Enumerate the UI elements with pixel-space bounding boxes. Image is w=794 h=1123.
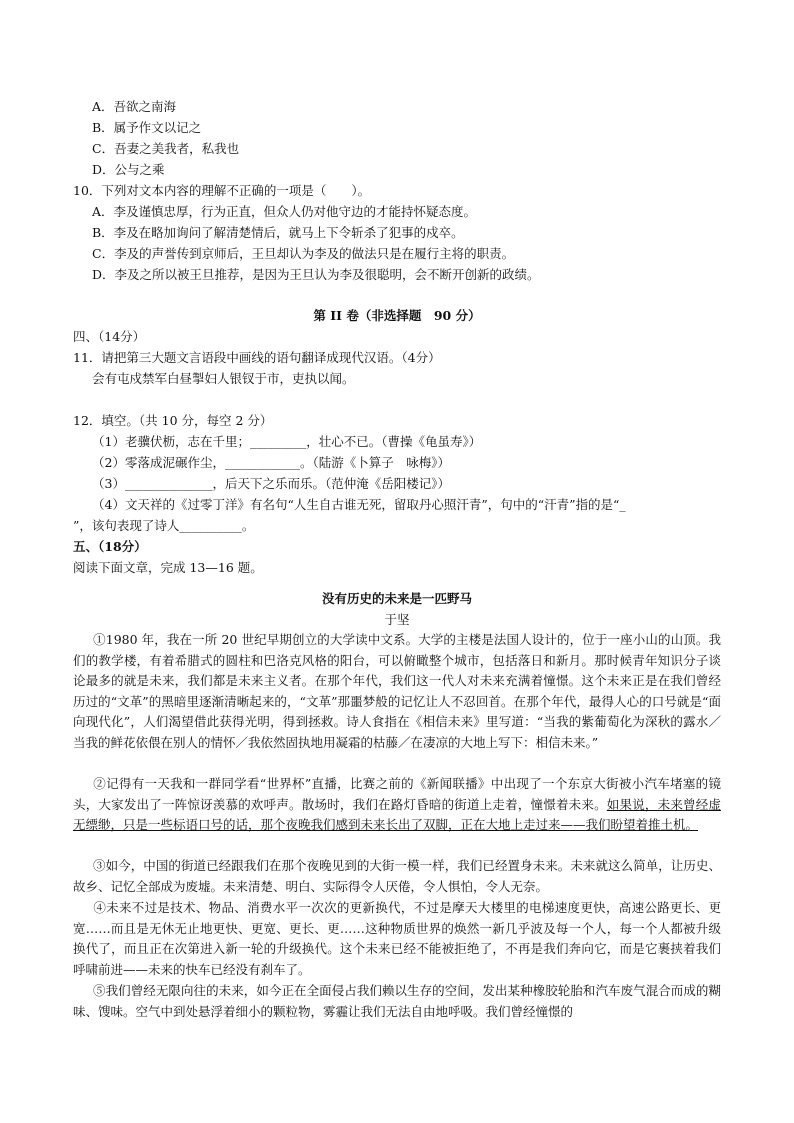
reading-instruction: 阅读下面文章，完成 13—16 题。 bbox=[73, 560, 263, 575]
article-paragraph-4 bbox=[73, 898, 721, 980]
q10-option-a: A．李及谨慎忠厚，行为正直，但众人仍对他守边的才能持怀疑态度。 bbox=[92, 204, 477, 219]
paragraph-5-text: ⑤我们曾经无限向往的未来，如今正在全面侵占我们赖以生存的空间，发出某种橡胶轮胎和汽车废气混合而成的糊味、馊味。空气中到处悬浮着细小的颗粒物，雾霾让我们无法自由地呼吸。我们曾经憧憬的 bbox=[73, 983, 721, 1019]
article-paragraph-3 bbox=[73, 856, 721, 897]
q12-item-2: （2）零落成泥碾作尘，____________。（陆游《卜算子 咏梅》） bbox=[92, 455, 450, 470]
q9-option-d: D．公与之乘 bbox=[92, 162, 165, 177]
q12-item-4-cont: ”，该句表现了诗人__________。 bbox=[73, 518, 255, 533]
paragraph-2-text: ②记得有一天我和一群同学看“世界杯”直播，比赛之前的《新闻联播》中出现了一个东京大街被小汽车堵塞的镜头，大家发出了一阵惊讶羡慕的欢呼声。散场时，我们在路灯昏暗的街道上走着，憧憬着未来。 bbox=[73, 776, 721, 812]
q9-option-a: A．吾欲之南海 bbox=[92, 99, 177, 114]
q12-item-1: （1）老骥伏枥，志在千里；_________，壮心不已。（曹操《龟虽寿》） bbox=[92, 434, 482, 449]
paragraph-4-text: ④未来不过是技术、物品、消费水平一次次的更新换代，不过是摩天大楼里的电梯速度更快，高速公路更长、更宽……而且是无休无止地更快、更宽、更长、更……这种物质世界的焕然一新几乎波及每一个人，每一个人都被升级换代了，而且正在次第进入新一轮的升级换代。这个未来已经不能被拒绝了，不再是我们奔向它，而是它裹挟着我们呼啸前进——未来的快车已经没有刹车了。 bbox=[73, 900, 721, 977]
article-paragraph-1 bbox=[73, 630, 721, 754]
q9-option-c: C．吾妻之美我者，私我也 bbox=[92, 141, 240, 156]
q11-stem: 11．请把第三大题文言语段中画线的语句翻译成现代汉语。（4分） bbox=[73, 350, 441, 365]
q11-sentence: 会有屯戍禁军白昼掣妇人银钗于市，吏执以闻。 bbox=[92, 371, 355, 386]
q10-option-b: B．李及在略加询问了解清楚情后，就马上下令斩杀了犯事的戍卒。 bbox=[92, 225, 464, 240]
article-paragraph-5 bbox=[73, 981, 721, 1022]
article-paragraph-2 bbox=[73, 774, 721, 836]
paragraph-2-underlined: 如果说，未来曾经虚无缥缈，只是一些标语口号的话，那个夜晚我们感到未来长出了双脚，正在大地上走过来——我们盼望着推土机。 bbox=[73, 796, 721, 833]
q12-item-3: （3）______________，后天下之乐而乐。（范仲淹《岳阳楼记》） bbox=[92, 476, 450, 491]
volume2-title: 第 II 卷（非选择题 90 分） bbox=[313, 308, 481, 323]
q12-stem: 12．填空。（共 10 分，每空 2 分） bbox=[73, 413, 273, 428]
paragraph-1-text: ①1980 年，我在一所 20 世纪早期创立的大学读中文系。大学的主楼是法国人设计的，位于一座小山的山顶。我们的教学楼，有着希腊式的圆柱和巴洛克风格的阳台，可以俯瞰整个城市，包括落日和新月。那时候青年知识分子谈论最多的就是未来，我们都是未来主义者。在那个年代，我们这一代人对未来充满着憧憬。这个未来正是在我们曾经历过的“文革”的黑暗里逐渐清晰起来的，“文革”那噩梦般的记忆让人不忍回首。在那个年代，最得人心的口号就是“面向现代化”，人们渴望借此获得光明，得到拯救。诗人食指在《相信未来》里写道：“当我的紫葡萄化为深秋的露水／当我的鲜花依偎在别人的情怀／我依然固执地用凝霜的枯藤／在凄凉的大地上写下：相信未来。” bbox=[73, 632, 721, 750]
section5-header: 五、（18分） bbox=[73, 539, 147, 554]
article-author: 于坚 bbox=[384, 612, 410, 627]
q10-option-c: C．李及的声誉传到京师后，王旦却认为李及的做法只是在履行主将的职责。 bbox=[92, 246, 515, 261]
paragraph-3-text: ③如今，中国的街道已经跟我们在那个夜晚见到的大街一模一样，我们已经置身未来。未来就这么简单，让历史、故乡、记忆全部成为废墟。未来清楚、明白、实际得令人厌倦，令人惧怕，令人无奈。 bbox=[73, 858, 721, 894]
q9-option-b: B．属予作文以记之 bbox=[92, 120, 202, 135]
section4-header: 四、（14分） bbox=[73, 329, 146, 344]
q10-stem: 10．下列对文本内容的理解不正确的一项是（ ）。 bbox=[73, 183, 371, 198]
q10-option-d: D．李及之所以被王旦推荐，是因为王旦认为李及很聪明，会不断开创新的政绩。 bbox=[92, 267, 540, 282]
q12-item-4: （4）文天祥的《过零丁洋》有名句“人生自古谁无死，留取丹心照汗青”，句中的“汗青”指的是“_ bbox=[92, 497, 626, 512]
article-title: 没有历史的未来是一匹野马 bbox=[321, 591, 472, 606]
